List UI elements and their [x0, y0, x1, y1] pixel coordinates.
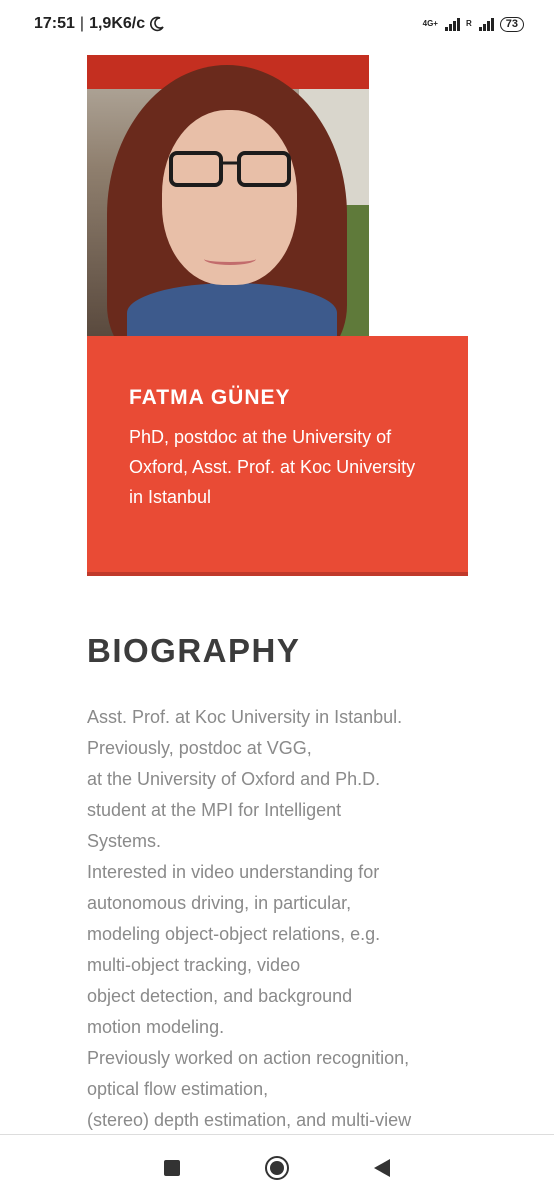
status-time: 17:51 [34, 15, 75, 32]
network-type-label: 4G+ [422, 19, 438, 28]
back-button[interactable] [362, 1148, 402, 1188]
bio-line: (stereo) depth estimation, and multi-view [87, 1110, 412, 1130]
bio-line: student at the MPI for Intelligent [87, 800, 342, 820]
home-circle-icon [265, 1156, 289, 1180]
status-right [423, 17, 524, 32]
profile-info-card [87, 336, 468, 576]
bio-line: Interested in video understanding for [87, 862, 380, 882]
profile-name: FATMA GÜNEY [129, 386, 291, 409]
bio-line: Previously worked on action recognition, [87, 1048, 410, 1068]
glasses-shape [169, 151, 291, 187]
bio-line: motion modeling. [87, 1017, 225, 1037]
recents-button[interactable] [152, 1148, 192, 1188]
square-icon [164, 1160, 180, 1176]
signal-icon [445, 17, 460, 31]
signal-icon-2 [479, 17, 494, 31]
status-separator: | [79, 15, 85, 32]
biography-title: BIOGRAPHY [87, 632, 301, 669]
profile-photo [87, 55, 369, 336]
bio-line: object detection, and background [87, 986, 353, 1006]
bio-line: multi-object tracking, video [87, 955, 301, 975]
bio-line: Previously, postdoc at VGG, [87, 738, 312, 758]
battery-icon: 73 [500, 17, 524, 32]
network-speed: 1,9K6/c [89, 15, 146, 32]
status-bar [0, 0, 554, 48]
bio-line: autonomous driving, in particular, [87, 893, 352, 913]
status-left [34, 15, 165, 33]
biography-text [87, 702, 487, 1136]
moon-icon [149, 16, 165, 32]
roaming-label: R [465, 19, 472, 28]
bio-line: optical flow estimation, [87, 1079, 269, 1099]
bio-line: Asst. Prof. at Koc University in Istanbul. [87, 707, 403, 727]
home-button[interactable] [257, 1148, 297, 1188]
navigation-bar [0, 1134, 554, 1200]
bio-line: at the University of Oxford and Ph.D. [87, 769, 381, 789]
bio-line: Systems. [87, 831, 162, 851]
back-triangle-icon [374, 1159, 390, 1177]
profile-description: PhD, postdoc at the University of Oxford, Asst. Prof. at Koc University in Istanbul [129, 427, 416, 507]
bio-line: modeling object-object relations, e.g. [87, 924, 381, 944]
